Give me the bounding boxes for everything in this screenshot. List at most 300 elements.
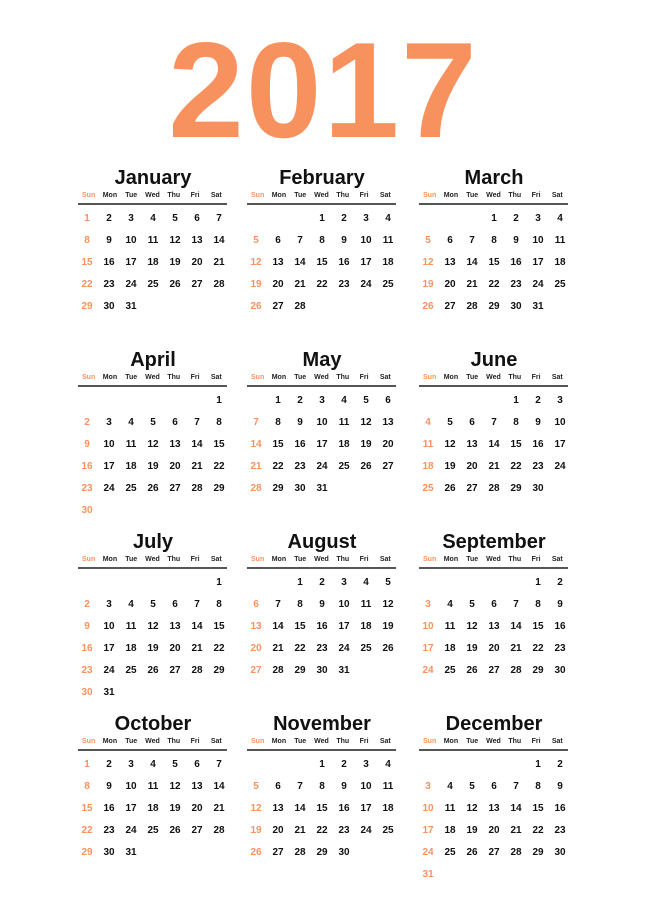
empty-cell [267,754,289,776]
day-grid [417,572,571,682]
day-cell: 26 [444,483,456,494]
month-title: May [302,349,342,371]
empty-cell [120,390,142,412]
weekday-label: Mon [102,556,118,563]
day-cell: 31 [125,847,137,858]
empty-cell [164,390,186,412]
day-cell: 14 [510,803,522,814]
weekday-label: Sun [251,738,265,745]
day-cell: 8 [84,235,90,246]
day-cell: 31 [422,869,434,880]
weekday-header [419,191,568,205]
day-cell: 28 [488,483,500,494]
day-cell: 17 [103,461,115,472]
empty-cell [245,390,267,412]
day-cell: 10 [338,599,350,610]
day-cell: 20 [382,439,394,450]
day-cell: 22 [294,643,306,654]
day-cell: 17 [532,257,544,268]
weekday-label: Sat [551,556,563,563]
empty-cell [245,754,267,776]
day-cell: 6 [385,395,391,406]
day-cell: 9 [557,781,563,792]
weekday-label: Fri [531,374,541,381]
day-cell: 24 [360,279,372,290]
day-cell: 24 [125,279,137,290]
empty-cell [417,754,439,776]
day-cell: 18 [125,643,137,654]
day-cell: 30 [510,301,522,312]
day-cell: 3 [557,395,563,406]
empty-cell [483,754,505,776]
day-cell: 29 [213,665,225,676]
month-title: April [130,349,176,371]
day-cell: 21 [272,643,284,654]
day-grid [76,754,230,864]
day-cell: 30 [316,665,328,676]
day-cell: 27 [191,825,203,836]
weekday-label: Mon [102,738,118,745]
day-cell: 14 [191,621,203,632]
day-cell: 12 [382,599,394,610]
day-cell: 16 [81,461,93,472]
day-cell: 28 [510,665,522,676]
day-cell: 18 [554,257,566,268]
day-cell: 3 [535,213,541,224]
day-cell: 8 [84,781,90,792]
day-cell: 10 [422,621,434,632]
day-cell: 17 [360,803,372,814]
day-cell: 5 [253,781,259,792]
day-cell: 21 [488,461,500,472]
day-cell: 26 [250,847,262,858]
weekday-header [78,191,227,205]
weekday-label: Tue [294,738,307,745]
day-cell: 28 [466,301,478,312]
day-cell: 13 [272,257,284,268]
day-cell: 1 [491,213,497,224]
day-cell: 14 [294,257,306,268]
day-cell: 8 [275,417,281,428]
day-cell: 22 [316,279,328,290]
empty-cell [120,572,142,594]
empty-cell [267,208,289,230]
day-cell: 9 [535,417,541,428]
weekday-label: Sat [210,374,222,381]
day-cell: 24 [103,483,115,494]
weekday-label: Tue [125,556,138,563]
day-cell: 23 [103,825,115,836]
empty-cell [267,572,289,594]
weekday-label: Mon [102,374,118,381]
day-cell: 9 [84,621,90,632]
day-cell: 15 [81,803,93,814]
weekday-label: Tue [294,556,307,563]
weekday-label: Thu [167,556,181,563]
day-cell: 23 [338,825,350,836]
day-cell: 13 [250,621,262,632]
day-cell: 15 [213,439,225,450]
day-cell: 18 [422,461,434,472]
day-cell: 20 [191,257,203,268]
day-cell: 4 [557,213,563,224]
day-cell: 6 [447,235,453,246]
day-cell: 17 [316,439,328,450]
day-cell: 25 [147,279,159,290]
weekday-label: Fri [531,738,541,745]
empty-cell [98,390,120,412]
day-cell: 17 [360,257,372,268]
weekday-label: Sun [251,374,265,381]
day-cell: 4 [447,599,453,610]
day-cell: 20 [444,279,456,290]
empty-cell [483,572,505,594]
day-cell: 9 [557,599,563,610]
day-cell: 16 [554,621,566,632]
weekday-label: Sun [423,192,437,199]
day-cell: 22 [532,825,544,836]
day-cell: 29 [294,665,306,676]
day-cell: 30 [554,847,566,858]
day-cell: 15 [316,257,328,268]
day-cell: 3 [341,577,347,588]
day-cell: 4 [341,395,347,406]
month-september [417,529,571,682]
weekday-label: Wed [145,738,160,745]
empty-cell [417,390,439,412]
day-cell: 9 [319,599,325,610]
day-cell: 19 [169,257,181,268]
weekday-label: Sun [82,738,96,745]
day-cell: 3 [363,213,369,224]
empty-cell [76,572,98,594]
day-cell: 26 [169,279,181,290]
month-august [245,529,399,682]
weekday-label: Sat [551,374,563,381]
empty-cell [289,208,311,230]
day-cell: 4 [150,213,156,224]
weekday-label: Sat [210,738,222,745]
day-cell: 6 [194,213,200,224]
day-cell: 14 [510,621,522,632]
day-cell: 14 [294,803,306,814]
day-cell: 18 [382,257,394,268]
weekday-label: Mon [443,556,459,563]
day-cell: 6 [491,781,497,792]
weekday-label: Tue [466,374,479,381]
empty-cell [98,572,120,594]
empty-cell [76,390,98,412]
day-cell: 18 [338,439,350,450]
weekday-label: Fri [359,374,369,381]
day-cell: 7 [194,417,200,428]
day-cell: 20 [169,643,181,654]
day-grid [76,572,230,704]
day-cell: 9 [341,781,347,792]
day-cell: 22 [213,643,225,654]
day-cell: 2 [535,395,541,406]
day-cell: 9 [341,235,347,246]
weekday-label: Tue [125,192,138,199]
day-cell: 28 [510,847,522,858]
day-cell: 10 [316,417,328,428]
day-cell: 3 [128,213,134,224]
day-cell: 9 [84,439,90,450]
month-april [76,347,230,522]
day-cell: 6 [172,417,178,428]
day-cell: 17 [338,621,350,632]
weekday-label: Fri [531,192,541,199]
day-cell: 10 [125,781,137,792]
day-cell: 29 [213,483,225,494]
empty-cell [142,572,164,594]
day-cell: 25 [338,461,350,472]
day-cell: 26 [147,665,159,676]
weekday-label: Mon [271,556,287,563]
day-cell: 8 [319,235,325,246]
day-cell: 8 [535,781,541,792]
day-cell: 14 [191,439,203,450]
day-cell: 21 [510,643,522,654]
day-cell: 4 [385,213,391,224]
weekday-label: Sun [82,374,96,381]
day-cell: 1 [319,213,325,224]
weekday-header [78,373,227,387]
day-cell: 20 [250,643,262,654]
day-cell: 3 [106,417,112,428]
day-cell: 6 [172,599,178,610]
day-cell: 18 [444,643,456,654]
day-cell: 30 [81,687,93,698]
day-cell: 19 [444,461,456,472]
empty-cell [505,572,527,594]
day-cell: 30 [103,301,115,312]
weekday-label: Sat [210,192,222,199]
day-cell: 16 [81,643,93,654]
weekday-label: Sat [379,374,391,381]
day-cell: 19 [250,825,262,836]
empty-cell [483,390,505,412]
month-june [417,347,571,500]
month-title: August [287,531,357,553]
weekday-label: Mon [443,738,459,745]
day-cell: 5 [150,599,156,610]
weekday-label: Mon [443,374,459,381]
day-cell: 9 [106,781,112,792]
weekday-label: Sun [251,556,265,563]
day-cell: 5 [150,417,156,428]
day-cell: 6 [469,417,475,428]
weekday-label: Tue [294,192,307,199]
weekday-label: Mon [443,192,459,199]
day-cell: 20 [488,643,500,654]
day-cell: 18 [147,803,159,814]
day-cell: 17 [125,257,137,268]
day-cell: 28 [191,483,203,494]
day-cell: 2 [106,759,112,770]
day-cell: 11 [147,235,159,246]
day-cell: 30 [554,665,566,676]
day-cell: 23 [338,279,350,290]
day-cell: 12 [169,781,181,792]
day-cell: 20 [488,825,500,836]
day-cell: 20 [466,461,478,472]
day-cell: 1 [319,759,325,770]
empty-cell [142,390,164,412]
day-cell: 11 [147,781,159,792]
weekday-header [419,555,568,569]
weekday-label: Tue [466,556,479,563]
day-cell: 6 [253,599,259,610]
day-cell: 19 [169,803,181,814]
weekday-header [419,373,568,387]
day-cell: 6 [491,599,497,610]
weekday-label: Fri [531,556,541,563]
day-cell: 10 [554,417,566,428]
day-cell: 30 [81,505,93,516]
day-cell: 4 [128,417,134,428]
day-cell: 26 [466,665,478,676]
empty-cell [289,754,311,776]
day-cell: 8 [319,781,325,792]
day-cell: 11 [422,439,434,450]
day-grid [417,208,571,318]
day-cell: 13 [444,257,456,268]
day-cell: 8 [216,417,222,428]
weekday-label: Sun [82,192,96,199]
day-cell: 12 [422,257,434,268]
day-grid [245,390,399,500]
day-cell: 7 [297,235,303,246]
month-title: December [445,713,543,735]
day-cell: 13 [169,621,181,632]
day-grid [76,390,230,522]
day-cell: 24 [125,825,137,836]
day-cell: 19 [422,279,434,290]
day-cell: 24 [338,643,350,654]
weekday-label: Tue [466,738,479,745]
day-cell: 5 [172,213,178,224]
day-cell: 27 [191,279,203,290]
day-grid [245,208,399,318]
day-cell: 12 [147,621,159,632]
day-cell: 28 [272,665,284,676]
day-cell: 12 [466,803,478,814]
day-cell: 22 [532,643,544,654]
empty-cell [505,754,527,776]
day-cell: 1 [535,577,541,588]
weekday-header [247,373,396,387]
day-cell: 28 [191,665,203,676]
day-cell: 28 [213,825,225,836]
weekday-label: Sun [423,738,437,745]
day-cell: 8 [491,235,497,246]
day-cell: 25 [125,483,137,494]
day-cell: 12 [169,235,181,246]
day-grid [245,754,399,864]
day-cell: 27 [488,847,500,858]
weekday-label: Thu [336,192,350,199]
day-cell: 12 [466,621,478,632]
day-cell: 18 [444,825,456,836]
day-cell: 15 [316,803,328,814]
day-cell: 26 [466,847,478,858]
day-cell: 15 [81,257,93,268]
weekday-label: Thu [167,738,181,745]
day-cell: 20 [272,279,284,290]
day-cell: 2 [341,759,347,770]
day-cell: 15 [213,621,225,632]
empty-cell [461,754,483,776]
day-cell: 24 [422,665,434,676]
weekday-header [247,737,396,751]
day-cell: 24 [422,847,434,858]
day-cell: 2 [319,577,325,588]
month-october [76,711,230,864]
weekday-label: Sun [82,556,96,563]
day-cell: 22 [81,825,93,836]
day-cell: 16 [554,803,566,814]
weekday-label: Sun [251,192,265,199]
day-cell: 19 [147,461,159,472]
day-cell: 13 [191,235,203,246]
day-cell: 4 [447,781,453,792]
weekday-header [247,191,396,205]
weekday-label: Tue [125,738,138,745]
weekday-label: Sat [551,192,563,199]
day-cell: 13 [272,803,284,814]
day-cell: 27 [488,665,500,676]
day-cell: 8 [513,417,519,428]
day-cell: 14 [213,781,225,792]
day-cell: 10 [103,439,115,450]
day-cell: 7 [513,599,519,610]
day-cell: 16 [338,803,350,814]
day-cell: 2 [557,759,563,770]
weekday-label: Sat [379,738,391,745]
empty-cell [417,572,439,594]
weekday-label: Thu [508,556,522,563]
day-cell: 25 [382,279,394,290]
weekday-label: Sat [379,556,391,563]
weekday-label: Mon [271,192,287,199]
day-cell: 16 [510,257,522,268]
day-cell: 6 [275,235,281,246]
weekday-label: Thu [508,192,522,199]
day-cell: 24 [316,461,328,472]
day-cell: 26 [169,825,181,836]
day-cell: 4 [385,759,391,770]
weekday-label: Mon [271,374,287,381]
day-cell: 5 [363,395,369,406]
weekday-label: Sat [379,192,391,199]
day-cell: 3 [128,759,134,770]
day-cell: 12 [444,439,456,450]
month-title: July [132,531,174,553]
weekday-label: Thu [336,556,350,563]
day-cell: 9 [106,235,112,246]
day-cell: 10 [360,235,372,246]
day-cell: 25 [444,847,456,858]
empty-cell [439,754,461,776]
month-title: January [114,167,192,189]
day-cell: 7 [216,759,222,770]
day-cell: 20 [191,803,203,814]
day-cell: 25 [422,483,434,494]
day-cell: 6 [194,759,200,770]
day-cell: 11 [554,235,566,246]
day-cell: 15 [488,257,500,268]
